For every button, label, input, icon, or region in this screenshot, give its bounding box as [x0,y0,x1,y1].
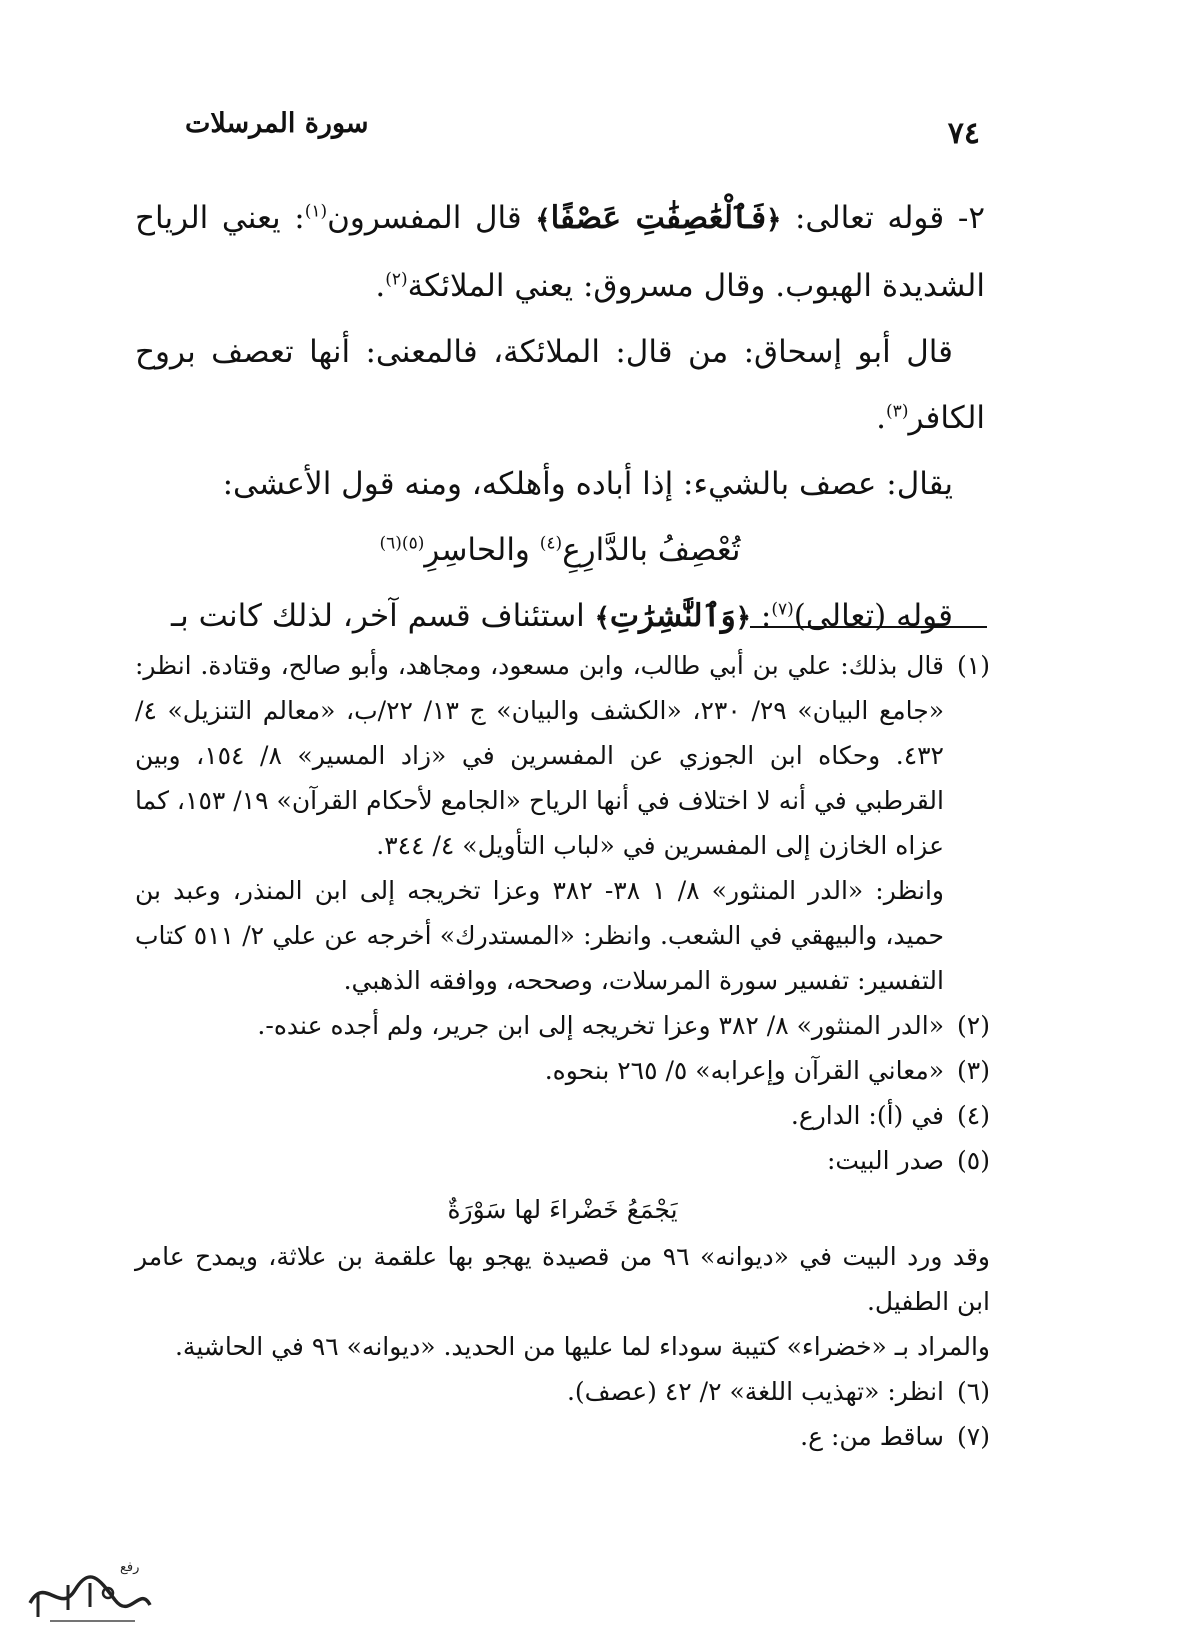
main-text [135,185,985,651]
text-run: قال أبو إسحاق: من قال: الملائكة، فالمعنى: أنها تعصف بروح الكافر [135,334,985,436]
footnote-line: «الدر المنثور» ٨/ ٣٨٢ وعزا تخريجه إلى ابن جرير، ولم أجده عنده-. [257,1011,944,1040]
footnote-line: صدر البيت: [827,1146,944,1175]
footnote-line: ساقط من: ع. [800,1422,944,1451]
footnote-5-continuation [135,1187,990,1369]
text-run: تُعْصِفُ بالدَّارِعِ [562,532,741,568]
text-run: : يعني الرياح الشديدة الهبوب. وقال مسروق: يعني الملائكة [135,200,985,304]
footnote-number: (٢) [957,1011,990,1040]
footnote-ref-7[interactable]: (٧) [771,599,794,620]
text-run: ٢- قوله تعالى: [781,200,985,236]
footnote-1 [135,643,990,1003]
footnote-3 [135,1048,990,1093]
paragraph-nashirat [135,583,985,651]
paragraph-yuqal: يقال: عصف بالشيء: إذا أباده وأهلكه، ومنه قول الأعشى: [222,466,953,502]
footnote-5 [135,1138,990,1183]
footnote-line: انظر: «تهذيب اللغة» ٢/ ٤٢ (عصف). [566,1377,944,1406]
footnote-2 [135,1003,990,1048]
page-header [185,108,980,158]
text-run: قال المفسرون [327,200,536,236]
ayah-bracket-open: ﴿ [735,603,751,633]
footnote-4 [135,1093,990,1138]
ayah-bracket-open: ﴿ [766,205,782,235]
footnote-body [135,1003,944,1048]
footnote-ref-4[interactable]: (٤) [539,533,563,554]
verse-line: يَجْمَعُ خَضْراءَ لها سَوْرَةٌ [447,1195,678,1224]
footnote-number: (١) [957,651,990,680]
footnote-number: (٦) [957,1377,990,1406]
footnote-line: والمراد بـ «خضراء» كتيبة سوداء لما عليها من الحديد. «ديوانه» ٩٦ في الحاشية. [174,1332,990,1361]
footnote-number: (٧) [957,1422,990,1451]
svg-text:رفع: رفع [120,1560,140,1575]
text-run: . [375,268,386,304]
text-run: . [876,400,887,436]
text-run: : [751,598,772,634]
footnote-7 [135,1414,990,1459]
footnote-number: (٤) [957,1101,990,1130]
footnote-body [135,1369,944,1414]
text-run: والحاسِرِ [424,532,540,568]
footnote-body [135,643,944,1003]
footnote-line: وانظر: «الدر المنثور» ٨/ ١ ٣٨- ٣٨٢ وعزا تخريجه إلى ابن المنذر، وعبد بن حميد، والبيهقي في الشعب. وانظر: «المستدرك» أخرجه عن علي ٢/ ٥١١ كتاب التفسير: تفسير سورة المرسلات، وصححه، ووافقه الذهبي. [135,876,944,995]
footnote-separator [750,626,987,628]
ayah-text: فَٱلْعَٰصِفَٰتِ عَصْفًا [550,200,767,236]
poetry-line [135,517,985,583]
footnote-body [135,1048,944,1093]
footnote-line: وقد ورد البيت في «ديوانه» ٩٦ من قصيدة يهجو بها علقمة بن علاثة، ويمدح عامر ابن الطفيل. [135,1242,990,1316]
library-stamp-logo [20,1555,160,1630]
ayah-bracket-close: ﴾ [594,603,610,633]
footnote-line: قال بذلك: علي بن أبي طالب، وابن مسعود، ومجاهد، وأبو صالح، وقتادة. انظر: «جامع البيان» ٢٩/ ٢٣٠، «الكشف والبيان» ج ١٣/ ٢٢/ب، «معالم التنزيل» ٤/ ٤٣٢. وحكاه ابن الجوزي عن المفسرين في «زاد المسير» ٨/ ١٥٤، وبين القرطبي في أنه لا اختلاف في أنها الرياح «الجامع لأحكام القرآن» ١٩/ ١٥٣، كما عزاه الخازن إلى المفسرين في «لباب التأويل» ٤/ ٣٤٤. [135,651,945,860]
footnote-ref-1[interactable]: (١) [304,201,328,222]
text-run: قوله (تعالى) [793,598,953,634]
footnotes [135,643,990,1459]
footnote-line: في (أ): الدارع. [790,1101,944,1130]
footnote-ref-5-6[interactable]: (٥)(٦) [379,533,425,554]
footnote-line: «معاني القرآن وإعرابه» ٥/ ٢٦٥ بنحوه. [544,1056,944,1085]
footnote-ref-3[interactable]: (٣) [886,401,909,422]
footnote-number: (٣) [957,1056,990,1085]
footnote-body [135,1414,944,1459]
text-run: استئناف قسم آخر، لذلك كانت بـ [171,598,595,634]
paragraph-abu-ishaq [135,319,985,451]
running-title: سورة المرسلات [185,108,369,139]
footnote-body [135,1138,944,1183]
page-number: ٧٤ [947,116,980,151]
paragraph-ayah-2 [135,185,985,319]
ayah-text: وَٱلنَّٰشِرَٰتِ [609,598,736,634]
footnote-body [135,1093,944,1138]
footnote-number: (٥) [957,1146,990,1175]
ayah-bracket-close: ﴾ [535,205,551,235]
footnote-ref-2[interactable]: (٢) [385,269,408,290]
footnote-6 [135,1369,990,1414]
